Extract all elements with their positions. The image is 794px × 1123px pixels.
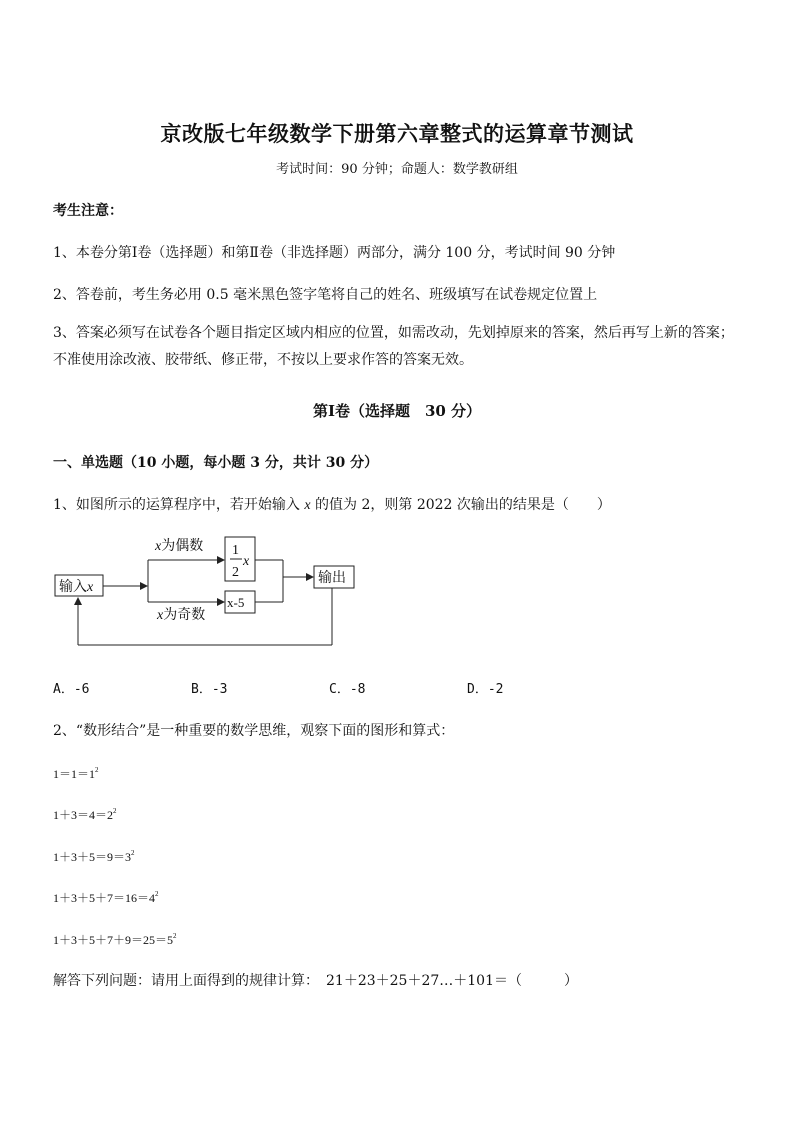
part-heading: 一、单选题（10 小题，每小题 3 分，共计 30 分） (53, 455, 379, 471)
fraction-variable: x (243, 554, 250, 569)
choice-b: B．-3 (191, 682, 228, 697)
formula-5: $1+3+5+7+9=25=5^2$ (53, 932, 177, 947)
output-label: 输出 (318, 571, 346, 586)
input-label: 输入x (59, 580, 94, 595)
question-1-stem (53, 494, 611, 514)
formula-1: $1=1=1^2$ (53, 766, 99, 781)
fraction-denominator: 2 (232, 565, 239, 580)
odd-branch-label: x为奇数 (157, 608, 206, 623)
page-title: 京改版七年级数学下册第六章整式的运算章节测试 (160, 121, 634, 146)
minus-expression: x-5 (227, 595, 245, 610)
question-2-task: 解答下列问题：请用上面得到的规律计算： 21＋23＋25＋27…＋101＝（ ） (53, 973, 578, 989)
fraction-numerator: 1 (232, 543, 239, 558)
formula-2: $1+3=4=2^2$ (53, 807, 117, 822)
note-item-3: 3、答案必须写在试卷各个题目指定区域内相应的位置，如需改动，先划掉原来的答案，然后再写上新的答案；不准使用涂改液、胶带纸、修正带，不按以上要求作答的答案无效。 (53, 325, 734, 368)
question-1-variable: x (304, 498, 311, 513)
exam-info: 考试时间：90 分钟；命题人：数学教研组 (276, 162, 518, 177)
choice-d: D．-2 (467, 682, 504, 697)
note-item-1: 1、本卷分第Ⅰ卷（选择题）和第Ⅱ卷（非选择题）两部分，满分 100 分，考试时间 90 分钟 (53, 245, 616, 261)
formula-4: $1+3+5+7=16=4^2$ (53, 890, 159, 905)
question-2-stem: 2、“数形结合”是一种重要的数学思维，观察下面的图形和算式： (53, 723, 455, 739)
choice-a: A．-6 (53, 682, 90, 697)
choice-c: C．-8 (329, 682, 366, 697)
even-branch-label: x为偶数 (155, 539, 204, 554)
question-1-stem-pre: 1、如图所示的运算程序中，若开始输入 (53, 497, 305, 513)
flowchart-diagram (50, 530, 370, 655)
formula-3: $1+3+5=9=3^2$ (53, 849, 135, 864)
note-item-2: 2、答卷前，考生务必用 0.5 毫米黑色签字笔将自己的姓名、班级填写在试卷规定位置上 (53, 287, 598, 303)
section-title: 第Ⅰ卷（选择题 30 分） (312, 402, 482, 420)
question-1-stem-post: 的值为 2，则第 2022 次输出的结果是（ ） (310, 497, 611, 513)
notes-heading: 考生注意： (53, 203, 123, 219)
